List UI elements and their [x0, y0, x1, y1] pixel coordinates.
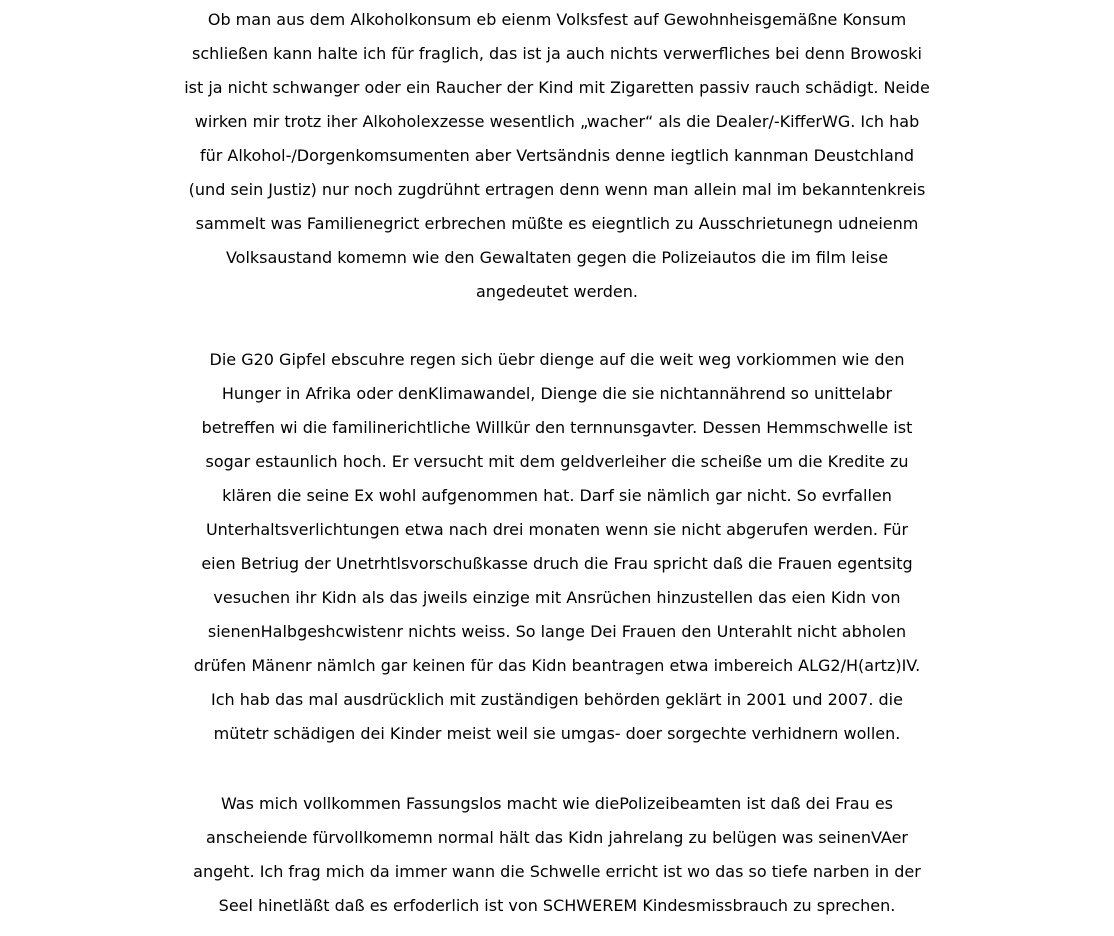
text-line: Hunger in Afrika oder denKlimawandel, Dienge die sie nichtannährend so unittelabr: [221, 384, 893, 403]
text-line: wirken mir trotz iher Alkoholexzesse wesentlich „wacher“ als die Dealer/-KifferWG. Ich hab: [194, 112, 920, 131]
text-line: ist ja nicht schwanger oder ein Raucher der Kind mit Zigaretten passiv rauch schädigt. Neide: [184, 78, 930, 97]
text-line: Was mich vollkommen Fassungslos macht wie diePolizeibeamten ist daß dei Frau es: [221, 794, 893, 813]
text-line: für Alkohol-/Dorgenkomsumenten aber Vertsändnis denne iegtlich kannman Deustchland: [199, 146, 915, 165]
text-line: Volksaustand komemn wie den Gewaltaten gegen die Polizeiautos die im film leise: [225, 248, 889, 267]
text-line: vesuchen ihr Kidn als das jweils einzige mit Ansrüchen hinzustellen das eien Kidn von: [213, 588, 901, 607]
text-line: betreffen wi die familinerichtliche Willkür den ternnunsgavter. Dessen Hemmschwelle ist: [201, 418, 913, 437]
paragraph-3: [0, 787, 1114, 923]
text-line: Seel hinetläßt daß es erfoderlich ist von SCHWEREM Kindesmissbrauch zu sprechen.: [218, 896, 896, 915]
text-line: angeht. Ich frag mich da immer wann die Schwelle erricht ist wo das so tiefe narben in der: [193, 862, 921, 881]
text-line: (und sein Justiz) nur noch zugdrühnt ertragen denn wenn man allein mal im bekanntenkreis: [188, 180, 926, 199]
text-line: Die G20 Gipfel ebscuhre regen sich üebr dienge auf die weit weg vorkiommen wie den: [209, 350, 905, 369]
text-line: sammelt was Familienegrict erbrechen müßte es eiegntlich zu Ausschrietunegn udneienm: [195, 214, 919, 233]
text-line: Ob man aus dem Alkoholkonsum eb eienm Volksfest auf Gewohnheisgemäßne Konsum: [207, 10, 907, 29]
text-line: angedeutet werden.: [475, 282, 638, 301]
text-line: schließen kann halte ich für fraglich, das ist ja auch nichts verwerfliches bei denn Browoski: [192, 44, 922, 63]
text-line: drüfen Mänenr nämlch gar keinen für das Kidn beantragen etwa imbereich ALG2/H(artz)IV.: [193, 656, 921, 675]
paragraph-2: [0, 343, 1114, 751]
text-line: Unterhaltsverlichtungen etwa nach drei monaten wenn sie nicht abgerufen werden. Für: [205, 520, 909, 539]
text-line: anscheiende fürvollkomemn normal hält das Kidn jahrelang zu belügen was seinenVAer: [205, 828, 908, 847]
text-line: mütetr schädigen dei Kinder meist weil sie umgas- doer sorgechte verhidnern wollen.: [213, 724, 901, 743]
text-line: eien Betriug der Unetrhtlsvorschußkasse druch die Frau spricht daß die Frauen egentsitg: [201, 554, 913, 573]
text-line: klären die seine Ex wohl aufgenommen hat. Darf sie nämlich gar nicht. So evrfallen: [222, 486, 892, 505]
paragraph-1: [0, 3, 1114, 309]
text-line: Ich hab das mal ausdrücklich mit zuständigen behörden geklärt in 2001 und 2007. die: [211, 690, 903, 709]
text-line: sogar estaunlich hoch. Er versucht mit dem geldverleiher die scheiße um die Kredite zu: [205, 452, 909, 471]
text-line: sienenHalbgeshcwistenr nichts weiss. So lange Dei Frauen den Unterahlt nicht abholen: [207, 622, 907, 641]
